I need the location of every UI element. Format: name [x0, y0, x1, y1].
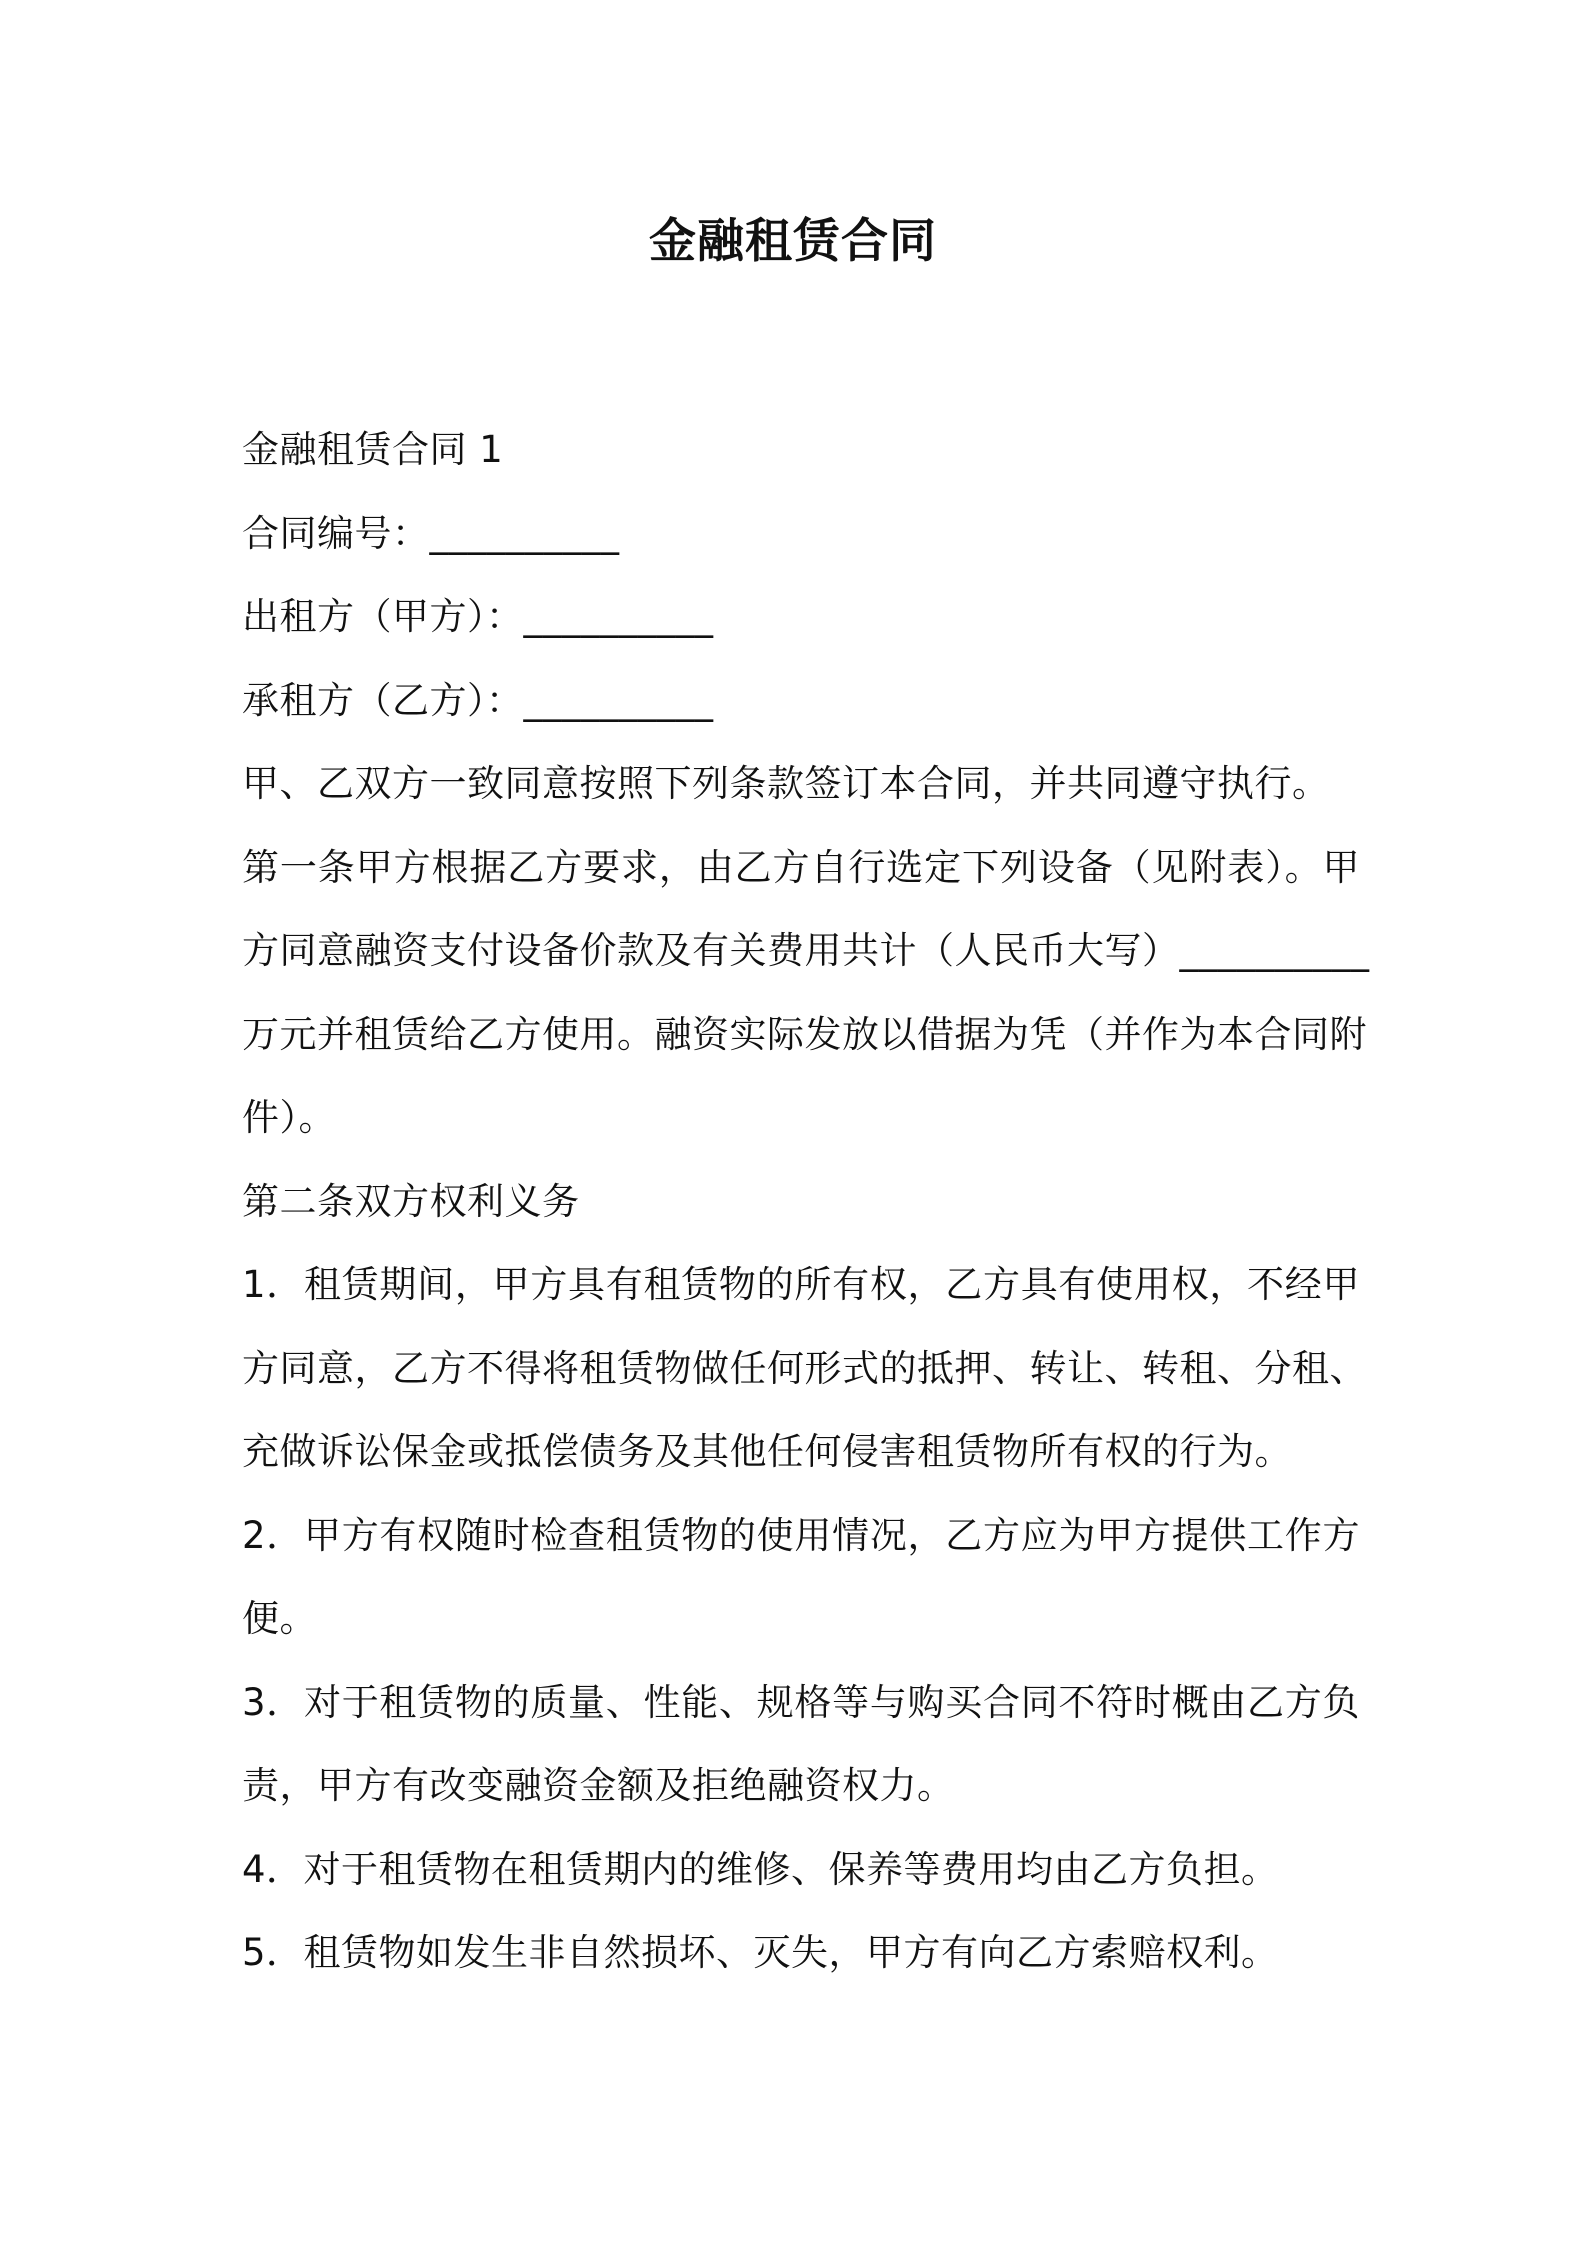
- field-contract-no-text: 合同编号：__________: [242, 511, 620, 555]
- field-lessor-text: 出租方（甲方）：__________: [242, 595, 714, 638]
- article-2-heading: [242, 1160, 1360, 1244]
- preamble-text: 甲、乙双方一致同意按照下列条款签订本合同，并共同遵守执行。: [242, 762, 1330, 805]
- field-lessee: [242, 659, 1360, 743]
- clause-line: 3．对于租赁物的质量、性能、规格等与购买合同不符时概由乙方负: [242, 1680, 1360, 1724]
- field-lessor: [242, 575, 1360, 659]
- contract-heading: [242, 408, 1360, 492]
- article-1-line: 方同意融资支付设备价款及有关费用共计（人民币大写）__________: [242, 929, 1370, 972]
- preamble: [242, 742, 1360, 826]
- article-2-item-4: [242, 1828, 1360, 1912]
- article-1-line: 第一条甲方根据乙方要求，由乙方自行选定下列设备（见附表）。甲: [242, 845, 1360, 889]
- field-contract-no: [242, 492, 1360, 576]
- article-1-line: 件）。: [242, 1096, 336, 1139]
- document-body: [242, 408, 1370, 1995]
- clause-line: 充做诉讼保金或抵偿债务及其他任何侵害租赁物所有权的行为。: [242, 1430, 1292, 1473]
- article-1: [242, 826, 1370, 1160]
- clause-line: 2．甲方有权随时检查租赁物的使用情况，乙方应为甲方提供工作方: [242, 1513, 1360, 1557]
- clause-line: 便。: [242, 1597, 317, 1640]
- clause-line: 5．租赁物如发生非自然损坏、灭失，甲方有向乙方索赔权利。: [242, 1931, 1279, 1974]
- clause-line: 4．对于租赁物在租赁期内的维修、保养等费用均由乙方负担。: [242, 1847, 1279, 1891]
- clause-line: 1．租赁期间，甲方具有租赁物的所有权，乙方具有使用权，不经甲: [242, 1263, 1360, 1306]
- document-title: 金融租赁合同: [649, 214, 937, 269]
- contract-heading-text: 金融租赁合同 1: [242, 428, 504, 471]
- article-2-heading-text: 第二条双方权利义务: [242, 1179, 580, 1223]
- clause-line: 方同意，乙方不得将租赁物做任何形式的抵押、转让、转租、分租、: [242, 1346, 1367, 1390]
- article-2-item-1: [242, 1243, 1367, 1494]
- article-2-item-5: [242, 1911, 1360, 1995]
- article-1-line: 万元并租赁给乙方使用。融资实际发放以借据为凭（并作为本合同附: [242, 1012, 1367, 1056]
- article-2-item-3: [242, 1661, 1360, 1828]
- field-lessee-text: 承租方（乙方）：__________: [242, 678, 714, 722]
- article-2-item-2: [242, 1494, 1360, 1661]
- clause-line: 责，甲方有改变融资金额及拒绝融资权力。: [242, 1764, 955, 1807]
